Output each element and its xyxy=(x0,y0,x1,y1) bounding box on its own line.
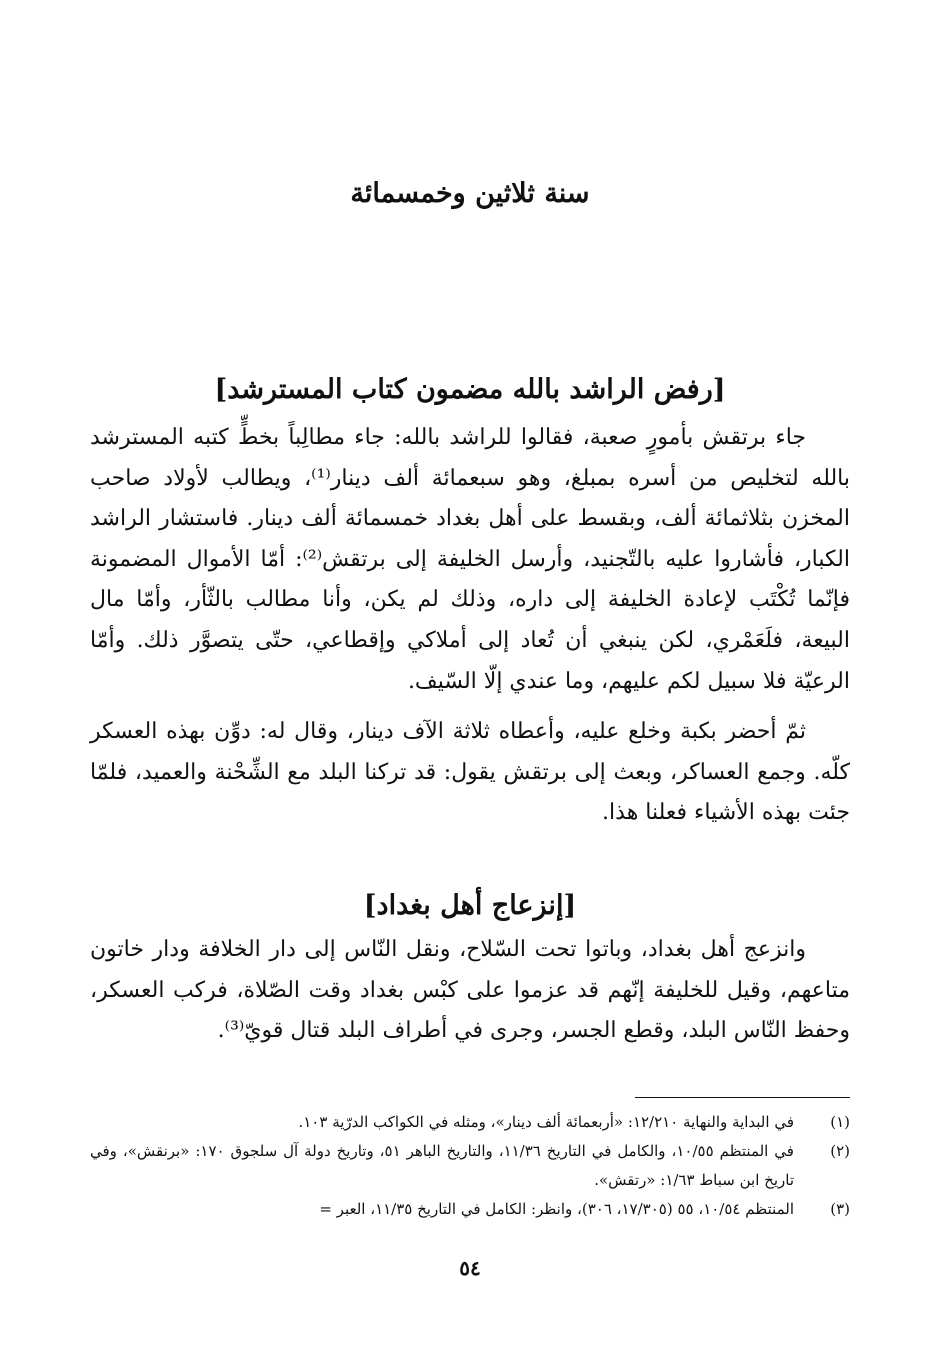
section-heading-baghdad-unrest: [إنزعاج أهل بغداد] xyxy=(363,890,577,921)
page-number: ٥٤ xyxy=(459,1256,481,1280)
footnote-number: (٣) xyxy=(830,1200,850,1218)
footnote-text: المنتظم ١٠/٥٤، ٥٥ (١٧/٣٠٥، ٣٠٦)، وانظر: الكامل في التاريخ ١١/٣٥، العبر = xyxy=(319,1200,794,1218)
footnote-text: في البداية والنهاية ١٢/٢١٠: «أربعمائة ألف دينار»، ومثله في الكواكب الدرّية ١٠٣. xyxy=(298,1113,794,1131)
footnotes xyxy=(90,1108,850,1224)
section-1-body xyxy=(90,418,850,702)
footnote-number: (٢) xyxy=(830,1142,850,1160)
year-title: سنة ثلاثين وخمسمائة xyxy=(350,178,590,209)
footnote-separator xyxy=(635,1097,850,1098)
section-1-body-continued xyxy=(90,712,850,834)
paragraph: ثمّ أحضر بكبة وخلع عليه، وأعطاه ثلاثة الآف دينار، وقال له: دوِّن بهذه العسكر كلّه. وجمع العساكر، وبعث إلى برتقش يقول: قد تركنا البلد مع الشِّحْنة والعميد، فلمّا جئت بهذه الأشياء فعلنا هذا. xyxy=(90,719,850,826)
footnote-text: في المنتظم ١٠/٥٥، والكامل في التاريخ ١١/٣٦، والتاريخ الباهر ٥١، وتاريخ دولة آل سلجوق ١٧٠: «برنقش»، وفي تاريخ ابن سباط ١/٦٣: «رتقش». xyxy=(90,1142,794,1189)
footnote-2 xyxy=(90,1137,850,1195)
footnote-3 xyxy=(90,1195,850,1224)
book-page xyxy=(90,0,850,1370)
footnote-1 xyxy=(90,1108,850,1137)
section-heading-rashid-refusal: [رفض الراشد بالله مضمون كتاب المسترشد] xyxy=(214,374,726,405)
paragraph: وانزعج أهل بغداد، وباتوا تحت السّلاح، ونقل النّاس إلى دار الخلافة ودار خاتون متاعهم، وقيل للخليفة إنّهم قد عزموا على كبْس بغداد وقت الصّلاة، فركب العسكر، وحفظ النّاس البلد، وقطع الجسر، وجرى في أطراف البلد قتال قويّ⁽³⁾. xyxy=(90,937,850,1044)
paragraph: جاء برتقش بأمورٍ صعبة، فقالوا للراشد بالله: جاء مطالِباً بخطٍّ كتبه المسترشد بالله لتخليص من أسره بمبلغ، وهو سبعمائة ألف دينار⁽¹⁾، ويطالب لأولاد صاحب المخزن بثلاثمائة ألف، وبقسط على أهل بغداد خمسمائة ألف دينار. فاستشار الراشد الكبار، فأشاروا عليه بالتّجنيد، وأرسل الخليفة إلى برتقش⁽²⁾: أمّا الأموال المضمونة فإنّما تُكْتَب لإعادة الخليفة إلى داره، وذلك لم يكن، وأنا مطالب بالثّأر، وأمّا مال البيعة، فلَعَمْري، لكن ينبغي أن تُعاد إلى أملاكي وإقطاعي، حتّى يتصوَّر ذلك. وأمّا الرعيّة فلا سبيل لكم عليهم، وما عندي إلّا السّيف. xyxy=(90,425,851,694)
section-2-body xyxy=(90,930,850,1052)
footnote-number: (١) xyxy=(830,1113,850,1131)
